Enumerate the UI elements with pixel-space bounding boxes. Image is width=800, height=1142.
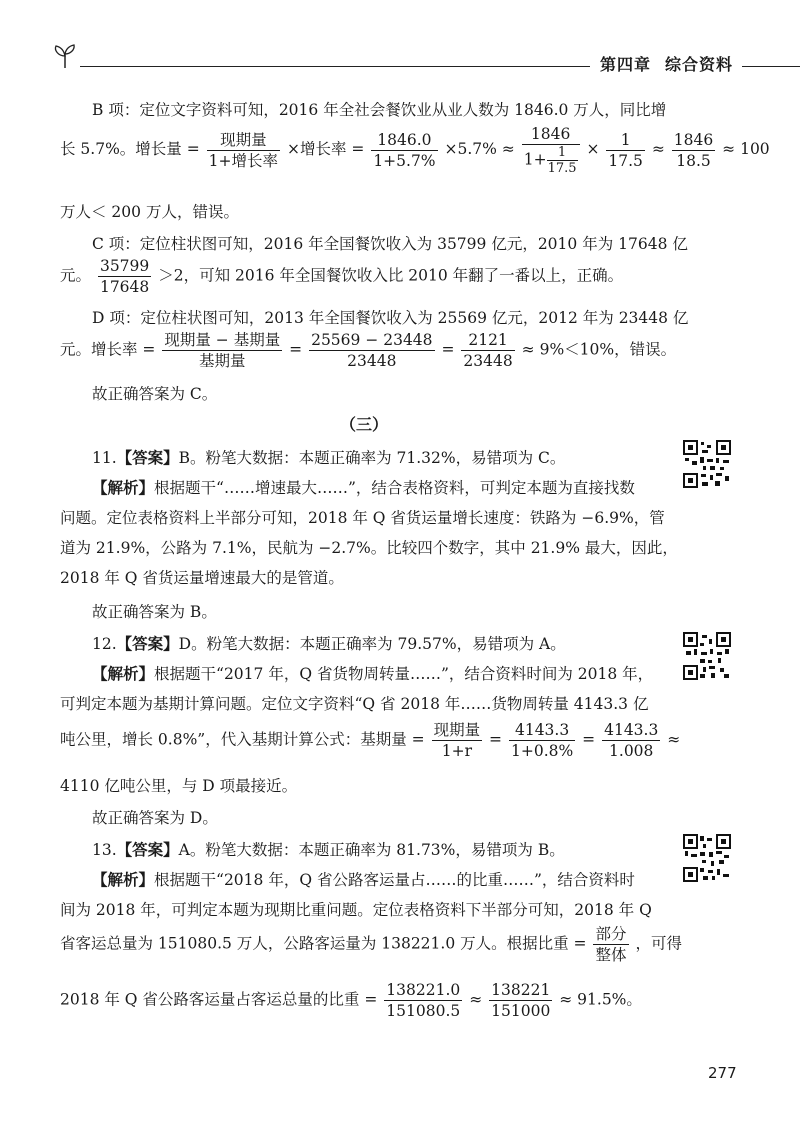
fraction: $\frac{1846}{18.5}$ (673, 130, 714, 170)
fraction: $\frac{1}{17.5}$ (608, 130, 643, 170)
q12-line-3: 吨公里，增长 0.8%”，代入基期计算公式：基期量 = $\frac{\text{现期量}}{1+r}$ = $\frac{4143.3}{1+0.8\%}$ = $\frac{4143.3}{1.008}$ ≈ (60, 721, 681, 760)
qr-code-icon[interactable] (683, 440, 731, 488)
header-rule-left (80, 66, 590, 67)
q11-line-2: 问题。定位表格资料上半部分可知，2018 年 Q 省货运量增长速度：铁路为 −6.9%，管 (60, 509, 665, 527)
fraction: $\frac{35799}{17648}$ (99, 257, 150, 296)
fraction: $\frac{1846.0}{1+5.7\%}$ (373, 130, 436, 170)
fraction: $\frac{25569 - 23448}{23448}$ (311, 331, 433, 370)
section-title: （三） (340, 415, 389, 434)
sprout-logo-icon (50, 40, 80, 70)
q13-line-4: 2018 年 Q 省公路客运量占客运总量的比重 = $\frac{138221.0}{151080.5}$ ≈ $\frac{138221}{151000}$ ≈ 91.5%。 (60, 981, 642, 1020)
qr-code-icon[interactable] (683, 632, 731, 680)
optD-line-1: D 项：定位柱状图可知，2013 年全国餐饮收入为 25569 亿元，2012 年为 23448 亿 (92, 309, 689, 327)
qr-code-icon[interactable] (683, 834, 731, 882)
q12-line-4: 4110 亿吨公里，与 D 项最接近。 (60, 777, 298, 795)
q11-line-4: 2018 年 Q 省货运量增速最大的是管道。 (60, 569, 344, 587)
fraction: $\frac{\text{部分}}{\text{整体}}$ (595, 925, 627, 964)
fraction: $\frac{2121}{23448}$ (463, 331, 513, 370)
running-header (600, 52, 747, 75)
fraction: $\frac{\text{现期量 − 基期量}}{\text{基期量}}$ (164, 331, 281, 370)
q11-line-1: 【解析】根据题干“……增速最大……”，结合表格资料，可判定本题为直接找数 (92, 478, 635, 497)
fraction: $\frac{138221.0}{151080.5}$ (386, 981, 461, 1020)
answer-line: 故正确答案为 C。 (92, 385, 218, 403)
fraction: $\frac{138221}{151000}$ (491, 981, 551, 1020)
page-number: 277 (708, 1064, 737, 1082)
q12-line-1: 【解析】根据题干“2017 年，Q 省货物周转量……”，结合资料时间为 2018 年， (92, 664, 654, 683)
chapter-label: 第四章 (600, 55, 652, 74)
header-rule-right (742, 66, 800, 67)
q12-heading: 12.【答案】D。粉笔大数据：本题正确率为 79.57%，易错项为 A。 (92, 634, 566, 653)
fraction: $\frac{4143.3}{1+0.8\%}$ (510, 721, 574, 760)
optB-line-1: B 项：定位文字资料可知，2016 年全社会餐饮业从业人数为 1846.0 万人，同比增 (92, 101, 667, 119)
fraction: $\frac{\text{现期量}}{\text{1+增长率}}$ (208, 130, 279, 170)
q11-line-3: 道为 21.9%，公路为 7.1%，民航为 −2.7%。比较四个数字，其中 21.9% 最大，因此， (60, 539, 678, 557)
optD-line-2: 元。增长率 = $\frac{\text{现期量 − 基期量}}{\text{基期量}}$ = $\frac{25569 - 23448}{23448}$ = $\frac{2121}{23448}$ ≈ 9%＜10%，错误。 (60, 331, 677, 370)
answer-line: 故正确答案为 B。 (92, 603, 217, 621)
fraction: $\frac{4143.3}{1.008}$ (604, 721, 659, 760)
section-label: 综合资料 (665, 55, 734, 74)
optB-line-2: 长 5.7%。增长量 = $\frac{\text{现期量}}{\text{1+增长率}}$ ×增长率 = $\frac{1846.0}{1+5.7\%}$ ×5.7% ≈ 1846 1+ $\frac{1}{17.5}$ × $\frac{1}{17.5}$ ≈ $\frac{1846}{18.5}$ ≈ 100 (60, 125, 770, 176)
nested-fraction: 1846 1+ $\frac{1}{17.5}$ (522, 124, 580, 176)
q13-heading: 13.【答案】A。粉笔大数据：本题正确率为 81.73%，易错项为 B。 (92, 840, 565, 859)
optB-line-3: 万人＜ 200 万人，错误。 (60, 203, 239, 221)
q12-line-2: 可判定本题为基期计算问题。定位文字资料“Q 省 2018 年……货物周转量 4143.3 亿 (60, 695, 649, 713)
answer-line: 故正确答案为 D。 (92, 809, 218, 827)
optC-line-1: C 项：定位柱状图可知，2016 年全国餐饮收入为 35799 亿元，2010 年为 17648 亿 (92, 235, 688, 253)
q13-line-2: 间为 2018 年，可判定本题为现期比重问题。定位表格资料下半部分可知，2018 年 Q (60, 901, 652, 919)
fraction: $\frac{\text{现期量}}{1+r}$ (433, 721, 481, 760)
q13-line-1: 【解析】根据题干“2018 年，Q 省公路客运量占……的比重……”，结合资料时 (92, 870, 635, 889)
q11-heading: 11.【答案】B。粉笔大数据：本题正确率为 71.32%，易错项为 C。 (92, 448, 566, 467)
q13-line-3: 省客运总量为 151080.5 万人，公路客运量为 138221.0 万人。根据比重 = $\frac{\text{部分}}{\text{整体}}$ ，可得 (60, 925, 682, 964)
optC-line-2: 元。 $\frac{35799}{17648}$ ＞2，可知 2016 年全国餐饮收入比 2010 年翻了一番以上，正确。 (60, 257, 624, 296)
